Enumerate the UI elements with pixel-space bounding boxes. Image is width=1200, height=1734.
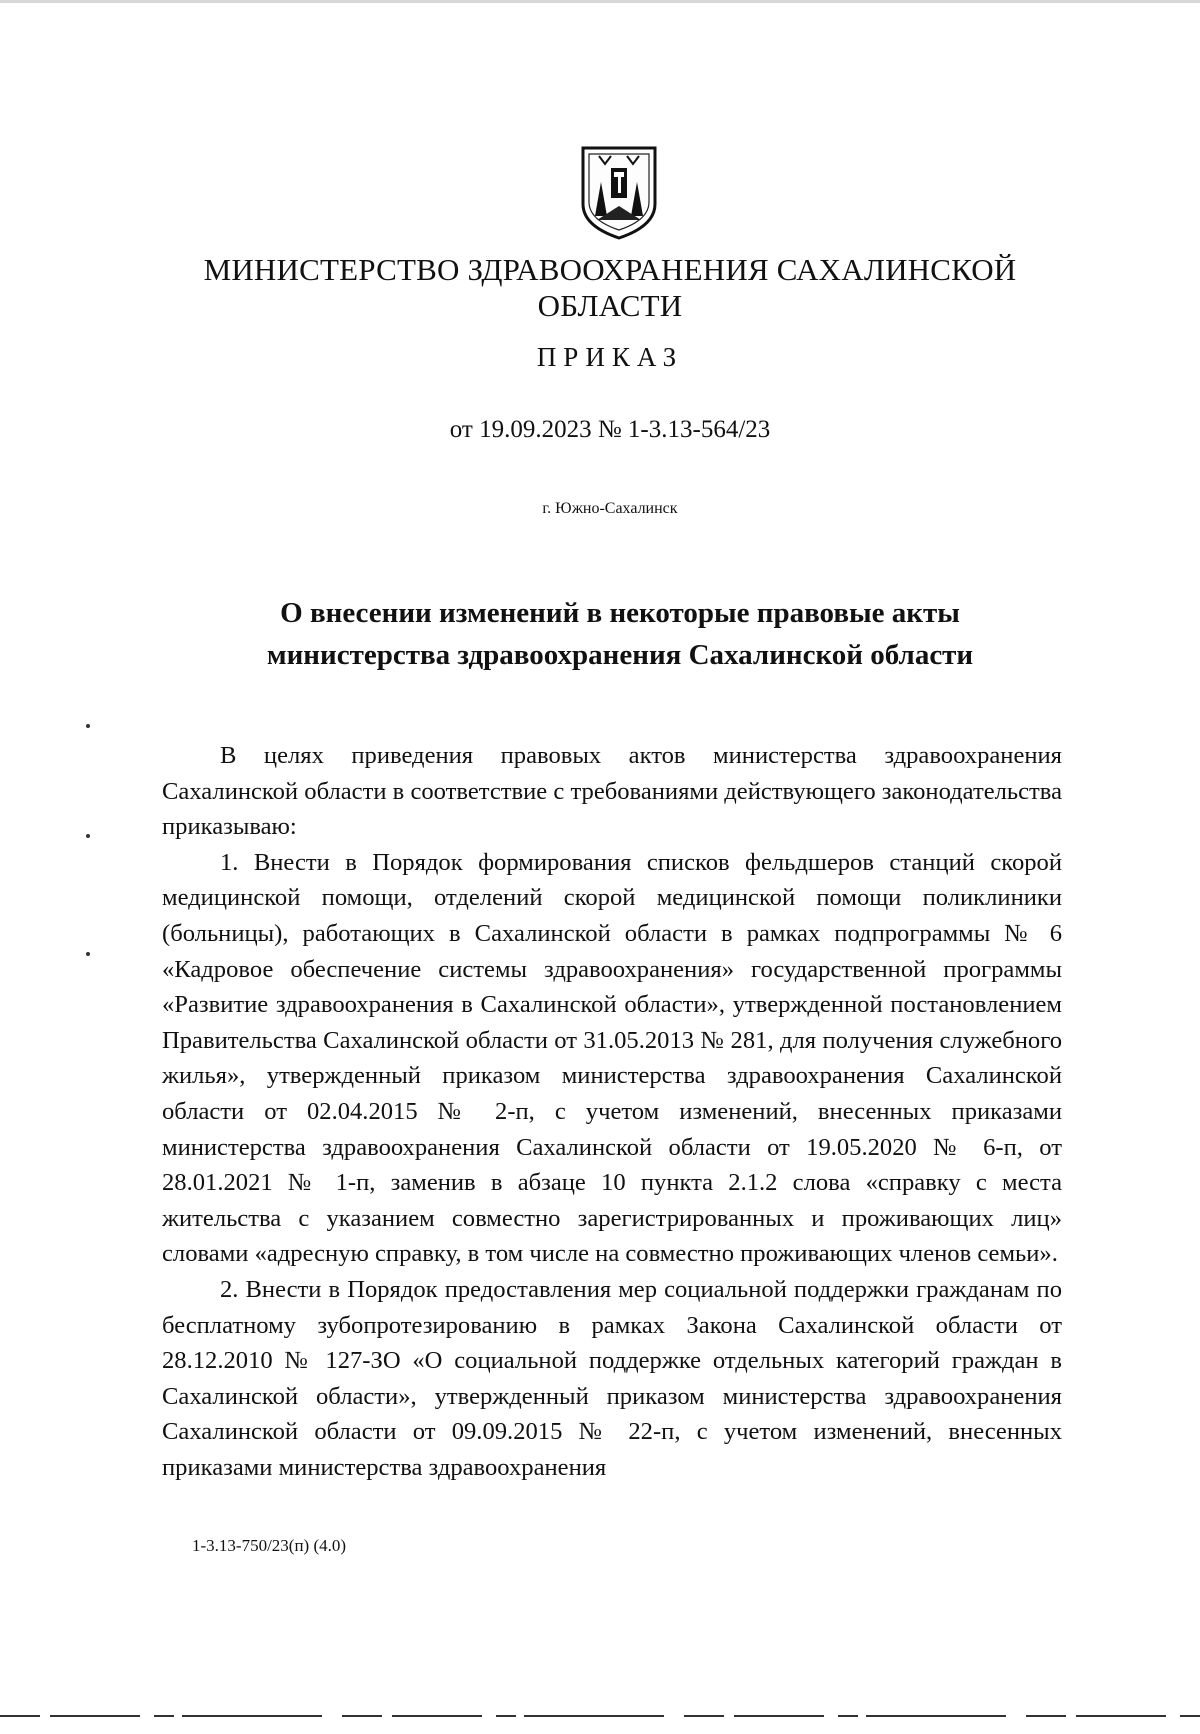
ministry-name-line1: МИНИСТЕРСТВО ЗДРАВООХРАНЕНИЯ САХАЛИНСКОЙ (203, 252, 1017, 287)
clause-1-paragraph: 1. Внести в Порядок формирования списков фельдшеров станций скорой медицинской помощи, отделений скорой медицинской помощи поликлиники (больницы), работающих в Сахалинской области в рамках подпрограммы № 6 «Кадровое обеспечение системы здравоохранения» государственной программы «Развитие здравоохранения в Сахалинской области», утвержденной постановлением Правительства Сахалинской области от 31.05.2013 № 281, для получения служебного жилья», утвержденный приказом министерства здравоохранения Сахалинской области от 02.04.2015 № 2-п, с учетом изменений, внесенных приказами министерства здравоохранения Сахалинской области от 19.05.2020 № 6-п, от 28.01.2021 № 1-п, заменив в абзаце 10 пункта 2.1.2 слова «справку с места жительства с указанием совместно зарегистрированных и проживающих лиц» словами «адресную справку, в том числе на совместно проживающих членов семьи». (162, 848, 1062, 1268)
order-title-line2: министерства здравоохранения Сахалинской области (266, 639, 974, 671)
ministry-name (150, 252, 1070, 324)
preamble-paragraph: В целях приведения правовых актов министерства здравоохранения Сахалинской области в соответствие с требованиями действующего законодательства приказываю: (162, 742, 1062, 841)
registration-line: от 19.09.2023 № 1-3.13-564/23 (449, 416, 771, 443)
document-code: 1-3.13-750/23(п) (4.0) (192, 1536, 347, 1555)
order-title-line1: О внесении изменений в некоторые правовые акты (280, 597, 960, 629)
order-body (162, 738, 1062, 1485)
scan-edge-top (0, 0, 1200, 3)
scan-speck (86, 724, 90, 728)
sakhalin-coat-of-arms-icon (577, 144, 661, 240)
order-title (200, 592, 1040, 676)
scan-speck (86, 952, 90, 956)
document-type: ПРИКАЗ (536, 342, 684, 372)
clause-2-paragraph: 2. Внести в Порядок предоставления мер социальной поддержки гражданам по бесплатному зубопротезированию в рамках Закона Сахалинской области от 28.12.2010 № 127-ЗО «О социальной поддержке отдельных категорий граждан в Сахалинской области», утвержденный приказом министерства здравоохранения Сахалинской области от 09.09.2015 № 22-п, с учетом изменений, внесенных приказами министерства здравоохранения (162, 1275, 1062, 1481)
city-name: г. Южно-Сахалинск (542, 500, 678, 517)
scan-edge-bottom (0, 1714, 1200, 1718)
scan-speck (86, 834, 90, 838)
ministry-name-line2: ОБЛАСТИ (537, 288, 683, 323)
